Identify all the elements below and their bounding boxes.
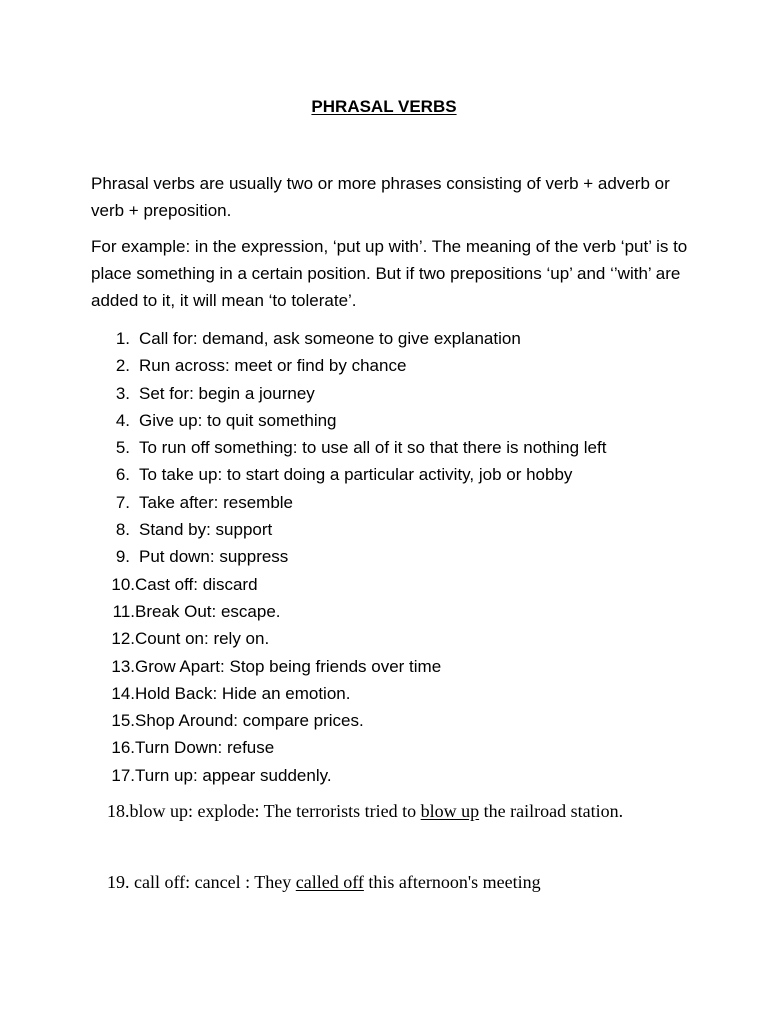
list-item xyxy=(91,543,711,570)
list-item xyxy=(91,653,711,680)
example-entry-18 xyxy=(91,800,651,823)
example-entry-19 xyxy=(91,871,651,894)
list-item-text: Turn Down: refuse xyxy=(135,738,275,758)
phrasal-verb-list xyxy=(91,325,711,789)
list-item-text: To take up: to start doing a particular activity, job or hobby xyxy=(139,465,573,485)
list-item xyxy=(91,352,711,379)
list-item-number: 7. xyxy=(115,492,130,512)
list-item xyxy=(91,325,711,352)
list-item-number: 12. xyxy=(111,629,135,649)
list-item-number: 3. xyxy=(115,383,130,403)
list-item-number: 16. xyxy=(111,738,135,758)
list-item-text: Put down: suppress xyxy=(139,547,289,567)
list-item-number: 17. xyxy=(111,765,135,785)
example-underlined-phrase: blow up xyxy=(420,801,480,821)
list-item-text: Give up: to quit something xyxy=(139,410,337,430)
list-item xyxy=(91,434,711,461)
list-item-number: 10. xyxy=(111,574,135,594)
list-item-number: 1. xyxy=(115,329,130,348)
list-item-number: 4. xyxy=(115,410,130,430)
list-item xyxy=(91,734,711,761)
list-item-text: Shop Around: compare prices. xyxy=(135,711,364,731)
list-item-number: 6. xyxy=(115,465,130,485)
list-item-text: Count on: rely on. xyxy=(135,629,270,649)
list-item-text: Cast off: discard xyxy=(135,574,258,594)
list-item-text: To run off something: to use all of it so that there is nothing left xyxy=(139,438,607,458)
list-item-number: 2. xyxy=(115,356,130,376)
list-item-text: Break Out: escape. xyxy=(135,601,281,621)
intro-paragraph-definition: Phrasal verbs are usually two or more phrases consisting of verb + adverb or verb + preposition. xyxy=(91,174,670,220)
list-item-text: Stand by: support xyxy=(139,520,273,540)
list-item-text: Call for: demand, ask someone to give explanation xyxy=(139,329,521,348)
list-item xyxy=(91,625,711,652)
list-item-text: Hold Back: Hide an emotion. xyxy=(135,683,351,703)
page-title-text: PHRASAL VERBS xyxy=(311,97,457,116)
list-item xyxy=(91,516,711,543)
page-title xyxy=(0,95,768,119)
list-item-number: 13. xyxy=(111,656,135,676)
list-item-text: Take after: resemble xyxy=(139,492,294,512)
example-underlined-phrase: called off xyxy=(295,872,364,892)
example-tail: this afternoon's meeting xyxy=(363,872,541,892)
list-item-text: Turn up: appear suddenly. xyxy=(135,765,332,785)
list-item-number: 15. xyxy=(111,711,135,731)
list-item xyxy=(91,461,711,488)
example-lead: 19. call off: cancel : They xyxy=(107,872,296,892)
list-item xyxy=(91,571,711,598)
example-lead: 18.blow up: explode: The terrorists tried to xyxy=(107,801,421,821)
list-item-number: 11. xyxy=(112,601,135,621)
list-item-number: 8. xyxy=(115,520,130,540)
list-item-text: Grow Apart: Stop being friends over time xyxy=(135,656,442,676)
list-item xyxy=(91,407,711,434)
list-item-text: Run across: meet or find by chance xyxy=(139,356,407,376)
list-item-number: 14. xyxy=(111,683,135,703)
list-item xyxy=(91,707,711,734)
list-item xyxy=(91,680,711,707)
intro-paragraph-example: For example: in the expression, ‘put up with’. The meaning of the verb ‘put’ is to place something in a certain position. But if two prepositions ‘up’ and ‘’with’ are added to it, it will mean ‘to tolerate’. xyxy=(91,237,688,310)
list-item xyxy=(91,762,711,789)
list-item-text: Set for: begin a journey xyxy=(139,383,315,403)
list-item-number: 5. xyxy=(115,438,130,458)
list-item xyxy=(91,598,711,625)
list-item-number: 9. xyxy=(115,547,130,567)
list-item xyxy=(91,489,711,516)
list-item xyxy=(91,380,711,407)
example-tail: the railroad station. xyxy=(479,801,624,821)
